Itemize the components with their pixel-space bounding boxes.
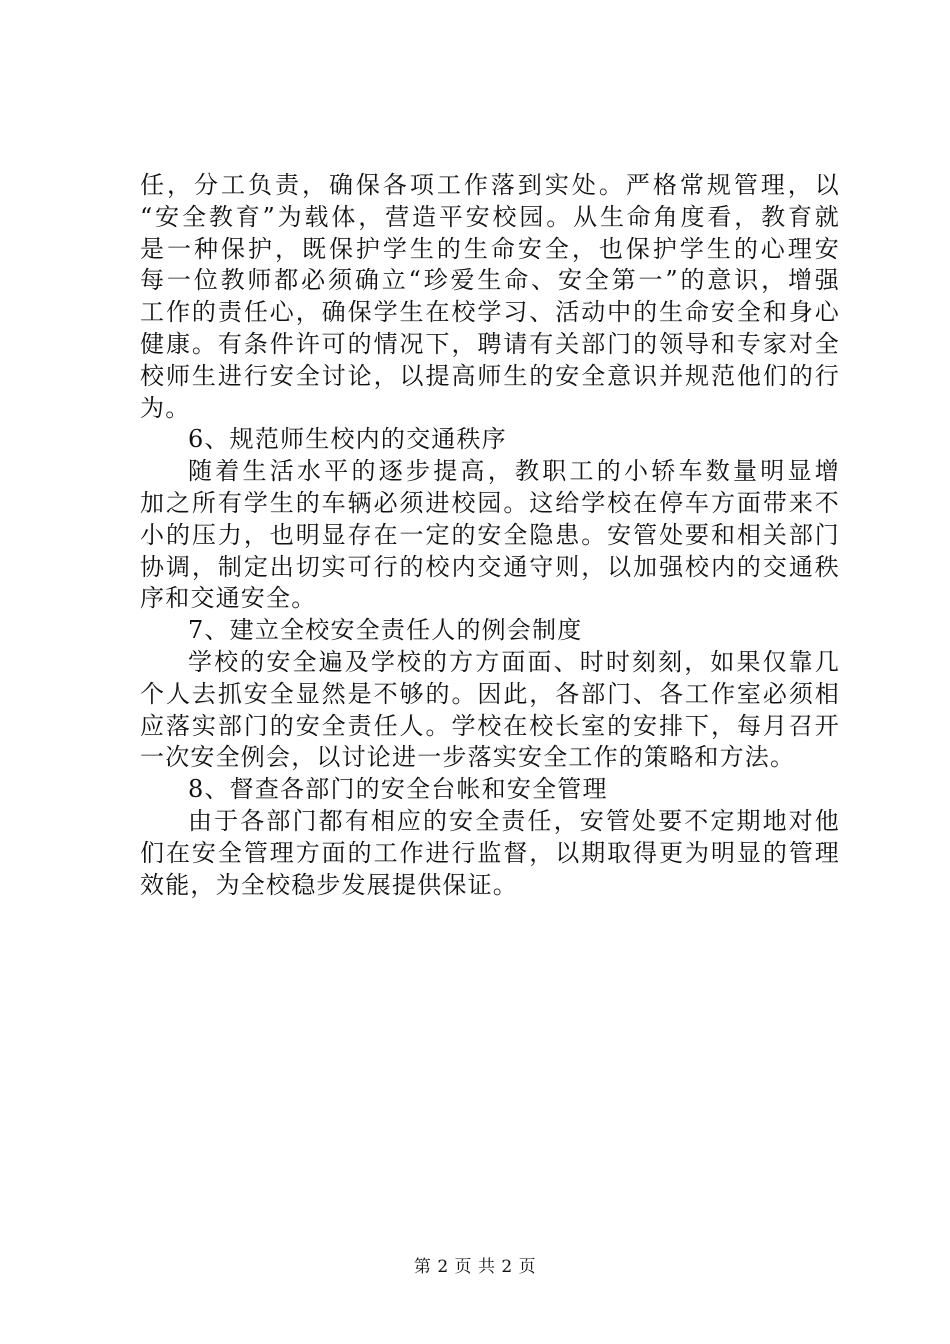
text-line: 任，分工负责，确保各项工作落到实处。严格常规管理，以 (140, 171, 840, 199)
text-line: 由于各部门都有相应的安全责任，安管处要不定期地对他 (188, 806, 840, 835)
text-line: 7、建立全校安全责任人的例会制度 (188, 616, 583, 645)
text-line: 随着生活水平的逐步提高，教职工的小轿车数量明显增 (188, 457, 840, 486)
text-line: 加之所有学生的车辆必须进校园。这给学校在停车方面带来不 (140, 488, 840, 517)
text-line: 协调，制定出切实可行的校内交通守则，以加强校内的交通秩 (140, 552, 840, 581)
text-line: 健康。有条件许可的情况下，聘请有关部门的领导和专家对全 (140, 329, 840, 358)
text-line: 序和交通安全。 (140, 584, 317, 613)
text-line: 是一种保护，既保护学生的生命安全，也保护学生的心理安 (140, 234, 840, 263)
text-line: 们在安全管理方面的工作进行监督，以期取得更为明显的管理 (140, 838, 840, 867)
text-line: 每一位教师都必须确立“珍爱生命、安全第一”的意识，增强 (140, 266, 840, 295)
text-line: 8、督查各部门的安全台帐和安全管理 (188, 775, 608, 804)
text-line: 个人去抓安全显然是不够的。因此，各部门、各工作室必须相 (140, 679, 840, 708)
page-number-label: 第 2 页 共 2 页 (413, 1257, 537, 1277)
text-line: 一次安全例会，以讨论进一步落实安全工作的策略和方法。 (140, 743, 796, 772)
text-line: 小的压力，也明显存在一定的安全隐患。安管处要和相关部门 (140, 520, 840, 549)
document-body (140, 170, 840, 901)
page-footer (0, 1256, 950, 1278)
text-line: 校师生进行安全讨论，以提高师生的安全意识并规范他们的行 (140, 361, 840, 390)
text-line: 应落实部门的安全责任人。学校在校长室的安排下，每月召开 (140, 711, 840, 740)
text-line: 6、规范师生校内的交通秩序 (188, 425, 507, 454)
text-line: 学校的安全遍及学校的方方面面、时时刻刻，如果仅靠几 (188, 647, 840, 676)
text-line: 为。 (140, 393, 191, 422)
text-line: 工作的责任心，确保学生在校学习、活动中的生命安全和身心 (140, 298, 840, 327)
text-line: 效能，为全校稳步发展提供保证。 (140, 870, 518, 899)
text-line: “安全教育”为载体，营造平安校园。从生命角度看，教育就 (140, 202, 840, 231)
